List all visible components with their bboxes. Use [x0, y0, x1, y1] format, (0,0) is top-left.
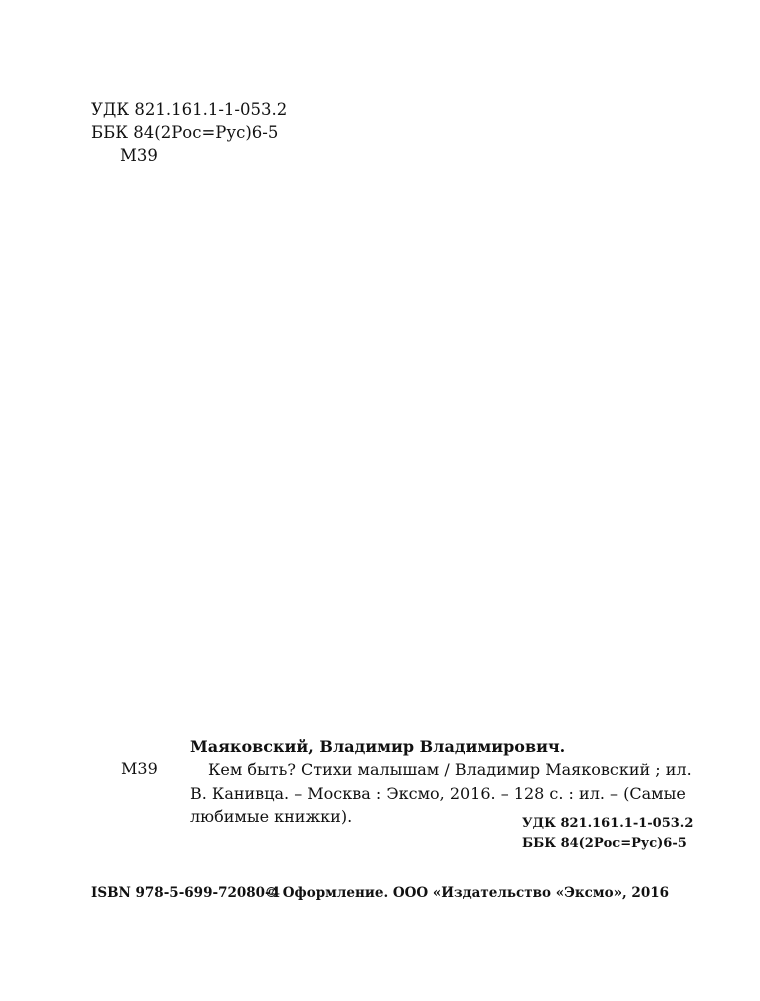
isbn: ISBN 978-5-699-72080-4	[91, 885, 281, 901]
catalog-bbk: ББК 84(2Рос=Рус)6-5	[522, 836, 687, 851]
catalog-udk: УДК 821.161.1-1-053.2	[522, 816, 694, 831]
description-line: любимые книжки).	[190, 807, 353, 826]
description-line: В. Канивца. – Москва : Эксмо, 2016. – 128 с. : ил. – (Самые	[190, 783, 686, 803]
copyright: © Оформление. ООО «Издательство «Эксмо», 2016	[264, 885, 669, 901]
header-udk: УДК 821.161.1-1-053.2	[91, 100, 288, 119]
header-bbk: ББК 84(2Рос=Рус)6-5	[91, 123, 279, 142]
author-name: Маяковский, Владимир Владимирович.	[190, 737, 566, 756]
catalog-code: М39	[121, 759, 158, 778]
header-code: М39	[120, 146, 158, 165]
description-line: Кем быть? Стихи малышам / Владимир Маяковский ; ил.	[208, 760, 692, 779]
